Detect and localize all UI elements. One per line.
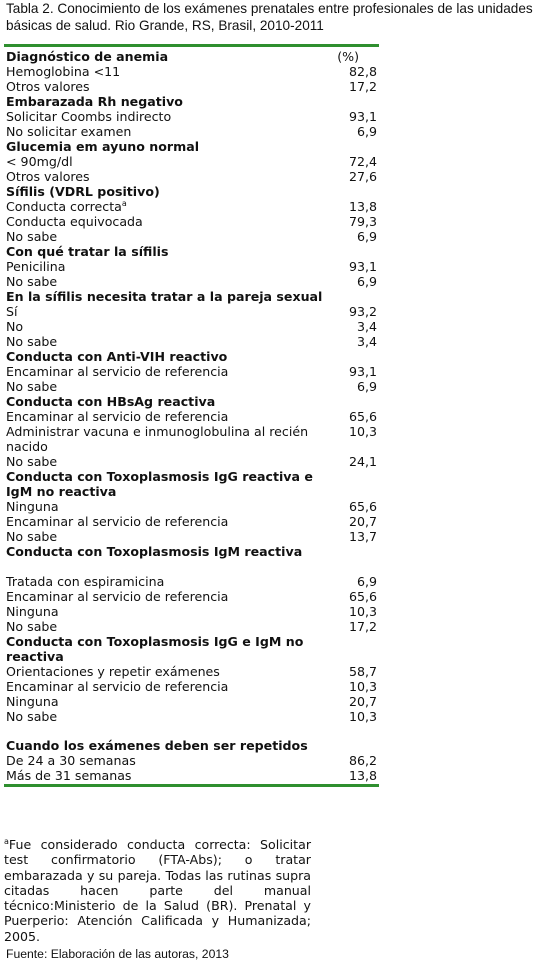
row-label <box>4 169 379 184</box>
label-text: Hemoglobina <11 <box>6 64 121 79</box>
row-value: 82,8 <box>348 64 377 79</box>
label-text: Conducta con Toxoplasmosis IgM reactiva <box>6 544 303 559</box>
section-heading <box>4 184 379 199</box>
section-label <box>4 289 379 304</box>
label-text: No sabe <box>6 529 58 544</box>
section-heading <box>4 94 379 109</box>
section-heading <box>4 634 379 664</box>
label-text: No <box>6 319 24 334</box>
label-text: Ninguna <box>6 499 59 514</box>
row-value: 10,3 <box>348 604 377 619</box>
label-text: Embarazada Rh negativo <box>6 94 183 109</box>
section-heading <box>4 244 379 259</box>
section-label <box>4 394 379 409</box>
row-label <box>4 304 379 319</box>
row-value: 10,3 <box>348 424 377 439</box>
row-value: 13,8 <box>348 199 377 214</box>
row-label <box>4 604 379 619</box>
label-text: Encaminar al servicio de referencia <box>6 514 229 529</box>
label-text: Conducta equivocada <box>6 214 143 229</box>
label-text: De 24 a 30 semanas <box>6 753 136 768</box>
row-label <box>4 589 379 604</box>
table-row <box>4 229 379 244</box>
spacer <box>4 559 379 574</box>
label-text: No sabe <box>6 274 58 289</box>
label-text: Ninguna <box>6 694 59 709</box>
label-text: Conducta con HBsAg reactiva <box>6 394 216 409</box>
row-label <box>4 679 379 694</box>
table-row <box>4 64 379 79</box>
row-label <box>4 664 379 679</box>
row-label <box>4 709 379 724</box>
table-row <box>4 424 379 454</box>
label-text: No solicitar examen <box>6 124 132 139</box>
section-heading <box>4 469 379 499</box>
label-text: < 90mg/dl <box>6 154 73 169</box>
row-label <box>4 79 379 94</box>
table-row <box>4 709 379 724</box>
footnote-marker: a <box>121 198 127 208</box>
row-label <box>4 499 379 514</box>
label-text: Ninguna <box>6 604 59 619</box>
row-value: 17,2 <box>348 619 377 634</box>
row-label <box>4 424 379 454</box>
table-row <box>4 619 379 634</box>
table-row <box>4 364 379 379</box>
section-label <box>4 139 379 154</box>
row-label <box>4 199 379 214</box>
table-row <box>4 514 379 529</box>
label-text: Orientaciones y repetir exámenes <box>6 664 220 679</box>
table-row <box>4 304 379 319</box>
table-row <box>4 589 379 604</box>
section-heading <box>4 139 379 154</box>
label-text: No sabe <box>6 709 58 724</box>
label-text: Sífilis (VDRL positivo) <box>6 184 160 199</box>
row-label <box>4 529 379 544</box>
row-label <box>4 364 379 379</box>
results-table <box>4 44 379 787</box>
label-text: Conducta con Toxoplasmosis IgG e IgM no reactiva <box>6 634 304 664</box>
label-text: En la sífilis necesita tratar a la pareja sexual <box>6 289 323 304</box>
table-row <box>4 199 379 214</box>
label-text: Solicitar Coombs indirecto <box>6 109 172 124</box>
source-note: Fuente: Elaboración de las autoras, 2013 <box>6 947 229 961</box>
row-value: 72,4 <box>348 154 377 169</box>
row-value: 6,9 <box>356 574 377 589</box>
label-text: Tratada con espiramicina <box>6 574 165 589</box>
label-text: No sabe <box>6 334 58 349</box>
table-caption: Tabla 2. Conocimiento de los exámenes prenatales entre profesionales de las unidades básicas de salud. Rio Grande, RS, Brasil, 2010-2011 <box>6 1 533 33</box>
row-value: 20,7 <box>348 694 377 709</box>
label-text: Conducta correcta <box>6 199 122 214</box>
table-row <box>4 109 379 124</box>
label-text: Encaminar al servicio de referencia <box>6 679 229 694</box>
row-label <box>4 334 379 349</box>
section-label <box>4 544 379 559</box>
table-header-row <box>4 49 379 64</box>
table-row <box>4 379 379 394</box>
section-label <box>4 184 379 199</box>
table-row <box>4 679 379 694</box>
row-value: 24,1 <box>348 454 377 469</box>
table-row <box>4 169 379 184</box>
table-row <box>4 214 379 229</box>
row-value: 93,1 <box>348 364 377 379</box>
row-label <box>4 694 379 709</box>
section-heading <box>4 349 379 364</box>
section-label <box>4 349 379 364</box>
row-value: 65,6 <box>348 589 377 604</box>
table-body <box>4 64 379 783</box>
table-row <box>4 274 379 289</box>
row-label <box>4 379 379 394</box>
table-row <box>4 454 379 469</box>
table-row <box>4 124 379 139</box>
row-value: 65,6 <box>348 409 377 424</box>
label-text: Encaminar al servicio de referencia <box>6 364 229 379</box>
label-text: No sabe <box>6 454 58 469</box>
section-heading <box>4 738 379 753</box>
table-row <box>4 319 379 334</box>
row-value: 20,7 <box>348 514 377 529</box>
row-label <box>4 409 379 424</box>
row-value: 58,7 <box>348 664 377 679</box>
label-text: Conducta con Anti-VIH reactivo <box>6 349 228 364</box>
label-text: No sabe <box>6 379 58 394</box>
row-label <box>4 229 379 244</box>
row-value: 13,8 <box>348 768 377 783</box>
row-label <box>4 319 379 334</box>
row-value: 13,7 <box>348 529 377 544</box>
row-label <box>4 124 379 139</box>
label-text: No sabe <box>6 619 58 634</box>
row-label <box>4 574 379 589</box>
table-row <box>4 334 379 349</box>
table-row <box>4 259 379 274</box>
table-row <box>4 409 379 424</box>
bottom-rule <box>4 784 379 787</box>
section-heading <box>4 289 379 304</box>
table-row <box>4 664 379 679</box>
row-value: 10,3 <box>348 709 377 724</box>
row-label <box>4 619 379 634</box>
row-value: 79,3 <box>348 214 377 229</box>
table-row <box>4 753 379 768</box>
table-row <box>4 768 379 783</box>
section-heading <box>4 394 379 409</box>
row-value: 93,2 <box>348 304 377 319</box>
label-text: Glucemia em ayuno normal <box>6 139 200 154</box>
row-label <box>4 154 379 169</box>
footnote-marker: a <box>4 836 9 846</box>
section-label <box>4 634 379 664</box>
row-value: 10,3 <box>348 679 377 694</box>
row-label <box>4 753 379 768</box>
header-label: Diagnóstico de anemia <box>6 49 169 64</box>
row-value: 17,2 <box>348 79 377 94</box>
row-value: 3,4 <box>356 319 377 334</box>
table-row <box>4 79 379 94</box>
label-text: Sí <box>6 304 18 319</box>
row-label <box>4 64 379 79</box>
label-text: Otros valores <box>6 79 90 94</box>
section-label <box>4 469 379 499</box>
row-value: 65,6 <box>348 499 377 514</box>
label-text: Cuando los exámenes deben ser repetidos <box>6 738 308 753</box>
table-row <box>4 529 379 544</box>
table-row <box>4 154 379 169</box>
row-label <box>4 454 379 469</box>
row-value: 6,9 <box>356 379 377 394</box>
row-label <box>4 109 379 124</box>
row-value: 3,4 <box>356 334 377 349</box>
label-text: Conducta con Toxoplasmosis IgG reactiva e IgM no reactiva <box>6 469 313 499</box>
row-label <box>4 259 379 274</box>
section-heading <box>4 544 379 559</box>
row-label <box>4 768 379 783</box>
table-row <box>4 574 379 589</box>
section-label <box>4 738 379 753</box>
top-rule <box>4 44 379 47</box>
table-row <box>4 694 379 709</box>
footnote <box>4 837 311 944</box>
row-label <box>4 514 379 529</box>
label-text: Encaminar al servicio de referencia <box>6 589 229 604</box>
row-value: 6,9 <box>356 124 377 139</box>
row-value: 6,9 <box>356 274 377 289</box>
label-text: Más de 31 semanas <box>6 768 132 783</box>
row-value: 93,1 <box>348 259 377 274</box>
header-unit: (%) <box>337 49 359 64</box>
row-label <box>4 274 379 289</box>
section-label <box>4 244 379 259</box>
row-value: 6,9 <box>356 229 377 244</box>
table-row <box>4 604 379 619</box>
label-text: Administrar vacuna e inmunoglobulina al recién nacido <box>6 424 309 454</box>
footnote-text: Fue considerado conducta correcta: Solicitar test confirmatorio (FTA-Abs); o tratar embarazada y su pareja. Todas las rutinas supra citadas hacen parte del manual técnico:Ministerio de la Salud (BR). Prenatal y Puerperio: Atención Calificada y Humanizada; 2005. <box>4 837 311 944</box>
row-value: 86,2 <box>348 753 377 768</box>
section-label <box>4 94 379 109</box>
label-text: Encaminar al servicio de referencia <box>6 409 229 424</box>
label-text: Otros valores <box>6 169 90 184</box>
label-text: No sabe <box>6 229 58 244</box>
label-text: Penicilina <box>6 259 66 274</box>
row-value: 27,6 <box>348 169 377 184</box>
table-row <box>4 499 379 514</box>
row-label <box>4 214 379 229</box>
label-text: Con qué tratar la sífilis <box>6 244 169 259</box>
row-value: 93,1 <box>348 109 377 124</box>
